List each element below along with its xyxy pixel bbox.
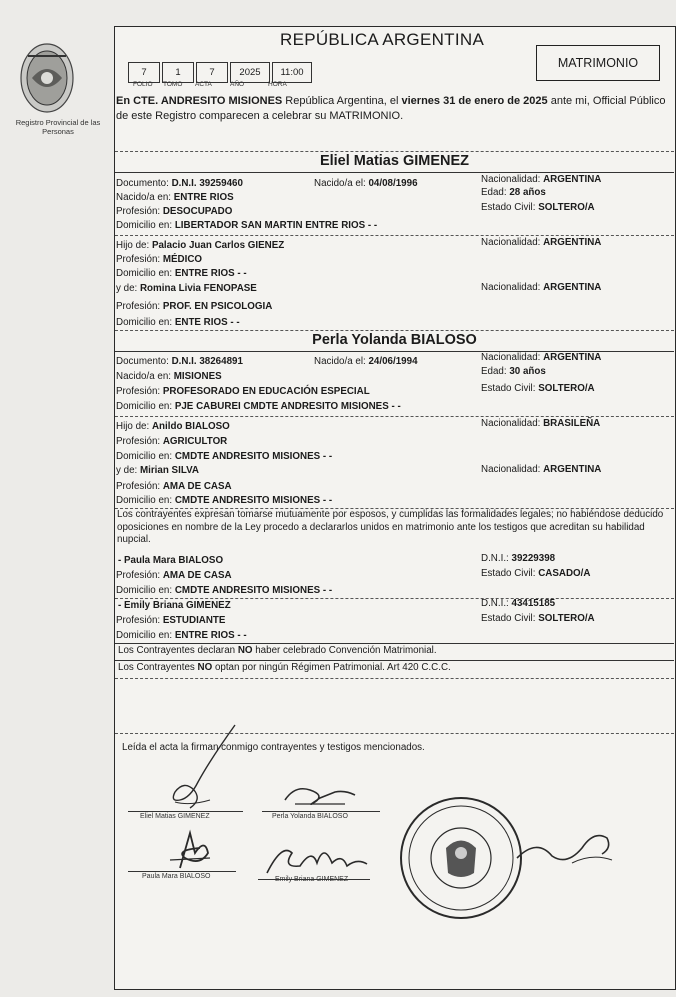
registry-emblem-icon bbox=[18, 38, 76, 116]
field-value: ARGENTINA bbox=[543, 352, 602, 363]
field-value: BRASILEÑA bbox=[543, 418, 601, 429]
field-value: Romina Livia FENOPASE bbox=[139, 283, 257, 294]
spouse1-profession bbox=[116, 206, 232, 218]
field-value: SOLTERO/A bbox=[538, 383, 595, 394]
field-label: y de: bbox=[116, 283, 138, 294]
field-label: Nacionalidad: bbox=[481, 418, 541, 429]
witness1-civil-status bbox=[481, 568, 590, 580]
official-seal-icon bbox=[396, 793, 526, 923]
field-label: Edad: bbox=[481, 366, 507, 377]
field-value: NO bbox=[237, 645, 253, 656]
closing-text: Leída el acta la firman conmigo contrayentes y testigos mencionados. bbox=[122, 742, 425, 753]
spouse1-father bbox=[116, 240, 284, 252]
signature-emily bbox=[262, 838, 372, 880]
spouse2-father bbox=[116, 421, 230, 433]
spouse2-mother-address bbox=[116, 495, 332, 507]
field-label: Profesión: bbox=[116, 436, 161, 447]
field-label: Domicilio en: bbox=[116, 630, 173, 641]
spouse1-nationality bbox=[481, 174, 601, 186]
field-value: PROF. EN PSICOLOGIA bbox=[162, 301, 273, 312]
field-label: Nacionalidad: bbox=[481, 464, 541, 475]
code-acta: 7 bbox=[196, 62, 228, 83]
signature-label: Paula Mara BIALOSO bbox=[142, 873, 211, 880]
field-label: Nacionalidad: bbox=[481, 237, 541, 248]
field-value: 28 años bbox=[509, 187, 546, 198]
signature-label: Eliel Matias GIMENEZ bbox=[140, 813, 210, 820]
field-value: ENTE RIOS - - bbox=[174, 317, 240, 328]
field-label: D.N.I.: bbox=[481, 598, 509, 609]
field-value: D.N.I. 39259460 bbox=[171, 178, 243, 189]
field-value: CMDTE ANDRESITO MISIONES - - bbox=[174, 451, 333, 462]
field-label: Domicilio en: bbox=[116, 451, 173, 462]
witness2-address bbox=[116, 630, 247, 642]
field-label: Nacido/a el: bbox=[314, 356, 366, 367]
field-label: D.N.I.: bbox=[481, 553, 509, 564]
spouse1-documento bbox=[116, 178, 243, 190]
field-value: ARGENTINA bbox=[543, 464, 602, 475]
witness2-dni bbox=[481, 598, 555, 610]
field-value: SOLTERO/A bbox=[538, 613, 595, 624]
field-value: 04/08/1996 bbox=[368, 178, 418, 189]
field-value: MÉDICO bbox=[162, 254, 203, 265]
spouse2-name: Perla Yolanda BIALOSO bbox=[312, 332, 477, 348]
signature-official bbox=[512, 818, 622, 878]
witness2-profession bbox=[116, 615, 225, 627]
field-label: haber celebrado Convención Matrimonial. bbox=[252, 645, 437, 656]
field-label: Documento: bbox=[116, 356, 169, 367]
registry-label: Registro Provincial de las Personas bbox=[15, 118, 101, 136]
field-value: Mirian SILVA bbox=[139, 465, 199, 476]
spouse2-mother-nationality bbox=[481, 464, 601, 476]
spouse2-birthdate bbox=[314, 356, 418, 368]
spouse2-profession bbox=[116, 386, 370, 398]
field-label: Profesión: bbox=[116, 615, 161, 626]
spouse2-address bbox=[116, 401, 401, 413]
field-label: y de: bbox=[116, 465, 138, 476]
convention-note bbox=[118, 645, 437, 657]
spouse1-mother-profession bbox=[116, 301, 272, 313]
field-value: ARGENTINA bbox=[543, 174, 602, 185]
witness2-name bbox=[118, 600, 231, 612]
field-value: 39229398 bbox=[511, 553, 556, 564]
field-label: Profesión: bbox=[116, 386, 161, 397]
spouse1-age bbox=[481, 187, 546, 199]
field-label: Profesión: bbox=[116, 570, 161, 581]
signature-label: Emily Briana GIMENEZ bbox=[275, 876, 349, 883]
field-label: Nacido/a en: bbox=[116, 371, 172, 382]
field-label: Domicilio en: bbox=[116, 495, 173, 506]
spouse1-father-nationality bbox=[481, 237, 601, 249]
field-value: Palacio Juan Carlos GIENEZ bbox=[151, 240, 285, 251]
code-label: HORA bbox=[268, 81, 287, 88]
intro-text: República Argentina, el bbox=[282, 95, 402, 107]
code-ano: 2025 bbox=[230, 62, 270, 83]
field-value: CASADO/A bbox=[538, 568, 591, 579]
field-value: LIBERTADOR SAN MARTIN ENTRE RIOS - - bbox=[174, 220, 378, 231]
field-value: CMDTE ANDRESITO MISIONES - - bbox=[174, 495, 333, 506]
regime-note bbox=[118, 662, 451, 674]
intro-paragraph bbox=[116, 94, 672, 123]
spouse1-civil-status bbox=[481, 202, 595, 214]
spouse1-name: Eliel Matias GIMENEZ bbox=[319, 153, 470, 169]
field-label: Estado Civil: bbox=[481, 568, 536, 579]
spouse1-birthdate bbox=[314, 178, 418, 190]
field-value: ENTRE RIOS - - bbox=[174, 630, 247, 641]
field-label: Hijo de: bbox=[116, 240, 150, 251]
spouse2-age bbox=[481, 366, 546, 378]
field-label: Los Contrayentes bbox=[118, 662, 198, 673]
intro-text: ante mi, Official Público de este Registro comparecen a celebrar su MATRIMONIO. bbox=[116, 95, 666, 122]
field-value: 43415185 bbox=[511, 598, 556, 609]
signature-eliel bbox=[150, 720, 260, 815]
field-value: NO bbox=[197, 662, 213, 673]
field-label: Domicilio en: bbox=[116, 268, 173, 279]
field-label: Nacionalidad: bbox=[481, 282, 541, 293]
field-value: CMDTE ANDRESITO MISIONES - - bbox=[174, 585, 333, 596]
field-label: Domicilio en: bbox=[116, 220, 173, 231]
field-label: Domicilio en: bbox=[116, 317, 173, 328]
field-label: Estado Civil: bbox=[481, 202, 536, 213]
field-label: Domicilio en: bbox=[116, 401, 173, 412]
spouse2-birthplace bbox=[116, 371, 222, 383]
field-value: PROFESORADO EN EDUCACIÓN ESPECIAL bbox=[162, 386, 370, 397]
spouse1-birthplace bbox=[116, 192, 234, 204]
field-value: AMA DE CASA bbox=[162, 481, 232, 492]
witness1-dni bbox=[481, 553, 555, 565]
record-codes bbox=[128, 62, 314, 83]
field-value: 30 años bbox=[509, 366, 546, 377]
field-value: ARGENTINA bbox=[543, 237, 602, 248]
field-label: Nacionalidad: bbox=[481, 174, 541, 185]
witness1-profession bbox=[116, 570, 232, 582]
field-value: PJE CABUREI CMDTE ANDRESITO MISIONES - - bbox=[174, 401, 401, 412]
spouse2-civil-status bbox=[481, 383, 595, 395]
spouse1-father-profession bbox=[116, 254, 202, 266]
spouse1-mother-nationality bbox=[481, 282, 601, 294]
field-label: optan por ningún Régimen Patrimonial. Art 420 C.C.C. bbox=[212, 662, 451, 673]
field-value: Anildo BIALOSO bbox=[151, 421, 230, 432]
field-label: Nacido/a el: bbox=[314, 178, 366, 189]
field-label: Estado Civil: bbox=[481, 383, 536, 394]
signature-label: Perla Yolanda BIALOSO bbox=[272, 813, 348, 820]
code-label: AÑO bbox=[230, 81, 245, 88]
field-value: ENTRE RIOS - - bbox=[174, 268, 247, 279]
field-label: Nacido/a en: bbox=[116, 192, 172, 203]
field-value: DESOCUPADO bbox=[162, 206, 233, 217]
declaration-text: Los contrayentes expresan tomarse mutuamente por esposos, y cumplidas las formalidades legales; no habiéndose deducido oposiciones en nombre de la Ley procedo a declararlos unidos en matrimonio ante los testigos que acreditan su habilidad nupcial. bbox=[117, 509, 664, 546]
spouse2-mother bbox=[116, 465, 199, 477]
signature-perla bbox=[275, 780, 375, 815]
field-label: Estado Civil: bbox=[481, 613, 536, 624]
field-value: ESTUDIANTE bbox=[162, 615, 226, 626]
field-value: - Emily Briana GIMENEZ bbox=[118, 600, 231, 611]
field-label: Documento: bbox=[116, 178, 169, 189]
code-label: ACTA bbox=[195, 81, 212, 88]
code-hora: 11:00 bbox=[272, 62, 312, 83]
code-tomo: 1 bbox=[162, 62, 194, 83]
code-label: FOLIO bbox=[133, 81, 153, 88]
field-label: Los Contrayentes declaran bbox=[118, 645, 238, 656]
field-label: Profesión: bbox=[116, 254, 161, 265]
field-label: Profesión: bbox=[116, 206, 161, 217]
country-title: REPÚBLICA ARGENTINA bbox=[280, 30, 485, 49]
witness1-address bbox=[116, 585, 332, 597]
field-value: ENTRE RIOS bbox=[173, 192, 234, 203]
field-value: MISIONES bbox=[173, 371, 222, 382]
field-value: 24/06/1994 bbox=[368, 356, 418, 367]
spouse2-nationality bbox=[481, 352, 601, 364]
witness2-civil-status bbox=[481, 613, 595, 625]
field-label: Edad: bbox=[481, 187, 507, 198]
witness1-name bbox=[118, 555, 223, 567]
field-label: Nacionalidad: bbox=[481, 352, 541, 363]
field-label: Domicilio en: bbox=[116, 585, 173, 596]
field-label: Hijo de: bbox=[116, 421, 150, 432]
field-label: Profesión: bbox=[116, 301, 161, 312]
spouse1-mother bbox=[116, 283, 257, 295]
document-type-box: MATRIMONIO bbox=[536, 45, 660, 81]
field-label: Profesión: bbox=[116, 481, 161, 492]
code-label: TOMO bbox=[163, 81, 183, 88]
field-value: ARGENTINA bbox=[543, 282, 602, 293]
signature-paula bbox=[150, 828, 230, 873]
field-value: D.N.I. 38264891 bbox=[171, 356, 243, 367]
field-value: AGRICULTOR bbox=[162, 436, 228, 447]
field-value: SOLTERO/A bbox=[538, 202, 595, 213]
intro-date: viernes 31 de enero de 2025 bbox=[401, 95, 548, 107]
field-value: - Paula Mara BIALOSO bbox=[118, 555, 224, 566]
intro-place: En CTE. ANDRESITO MISIONES bbox=[116, 95, 283, 107]
field-value: AMA DE CASA bbox=[162, 570, 232, 581]
spouse2-father-nationality bbox=[481, 418, 600, 430]
spouse2-father-profession bbox=[116, 436, 227, 448]
spouse1-father-address bbox=[116, 268, 247, 280]
spouse1-address bbox=[116, 220, 377, 232]
spouse2-father-address bbox=[116, 451, 332, 463]
code-folio: 7 bbox=[128, 62, 160, 83]
spouse2-documento bbox=[116, 356, 243, 368]
spouse1-mother-address bbox=[116, 317, 240, 329]
spouse2-mother-profession bbox=[116, 481, 232, 493]
